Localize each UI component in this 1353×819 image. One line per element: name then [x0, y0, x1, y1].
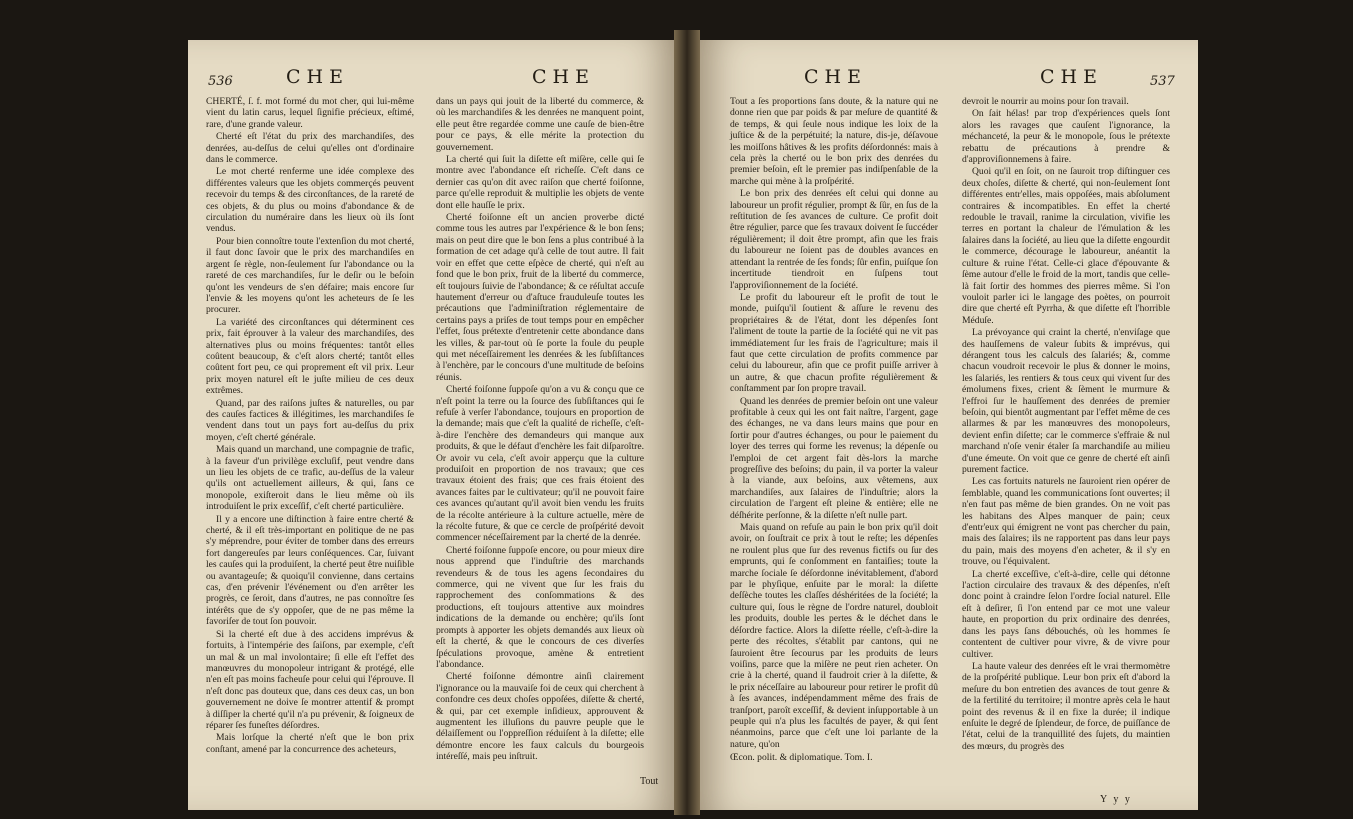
- paragraph: Les cas fortuits naturels ne ſauroient rien opérer de ſemblable, quand les communications ſont ouvertes; il n'en faut pas même de bien grandes. On ne voit pas les habitans des Alpes manquer de pain; ceux d'entr'eux qui émigrent ne vont pas chercher du pain, mais des ſalaires; ils ne rapportent pas dans leur pays du pain, mais des moyens d'en acheter, & il s'y en trouve, ou l'équivalent.: [962, 476, 1170, 568]
- paragraph: Cherté foiſonne ſuppoſe encore, ou pour mieux dire nous apprend que l'induſtrie des marchands revendeurs & de tous les agens ſecondaires du commerce, qui ne vivent que ſur les frais du rapprochement des conſommations & des productions, eſt toujours attentive aux moindres indications de la demande ou enchère; qu'ils ſont prompts à apporter les objets demandés aux lieux où eſt la cherté, & que le concours de ces diverſes ſpéculations provoque, amène & entretient l'abondance.: [436, 544, 644, 670]
- running-head-left: CHE: [286, 66, 349, 88]
- volume-footer: Œcon. polit. & diplomatique. Tom. I.: [730, 752, 873, 764]
- paragraph: Cherté foiſonne ſuppoſe qu'on a vu & conçu que ce n'eſt point la terre ou la ſource des ſubſiſtances qui ſe refuſe à verſer l'abondance, toujours en proportion de la demande; mais que c'eſt la qualité de richeſſe, c'eſt-à-dire l'enchère des demandeurs qui manque aux produits, & que le défaut d'enchère les fait diſparoître. Or avoir vu cela, c'eſt avoir apperçu que la culture produiſoit en proportion de nos travaux; que ces travaux étoient des frais; que ces frais étoient des avances faites par le cultivateur; qu'il ne pouvoit faire ces avances qu'autant qu'il avoit bien vendu les fruits de la récolte antérieure à la culture actuelle, mère de la récolte future, & que ce cercle de proſpérité devoit commencer néceſſairement par la cherté de la denrée.: [436, 384, 644, 544]
- paragraph: devroit le nourrir au moins pour ſon travail.: [962, 96, 1129, 107]
- right-page-column-1: [730, 96, 938, 764]
- right-page-column-2: [962, 96, 1170, 753]
- right-page: [700, 40, 1198, 810]
- paragraph: Pour bien connoître toute l'extenſion du mot cherté, il faut donc ſavoir que le prix des marchandiſes en argent ſe règle, non-ſeulement ſur l'abondance ou la rareté de ces marchandiſes, ſur le deſir ou le beſoin qu'ont les vendeurs de s'en défaire; mais encore ſur l'envie & les moyens qu'ont les acheteurs de ſe les procurer.: [206, 235, 414, 316]
- paragraph: Cherté foiſonne démontre ainſi clairement l'ignorance ou la mauvaiſe foi de ceux qui cherchent à confondre ces deux choſes oppoſées, diſette & cherté, & qui, par cet exemple inſidieux, approuvent & augmentent les illuſions du pauvre peuple que le délaiſſement ou l'oppreſſion réduiſent à la diſette; elle démontre encore les faux calculs du bourgeois intéreſſé, mais peu inſtruit.: [436, 671, 644, 763]
- left-page-column-1: [206, 96, 414, 756]
- paragraph: Quand les denrées de premier beſoin ont une valeur profitable à ceux qui les ont fait naître, l'argent, gage des échanges, ne va dans leurs mains que pour en ſortir pour d'autres échanges, ou pour le paiement du loyer des terres qui forme les revenus; la dépenſe ou l'emploi de cet argent fait dès-lors la marche progreſſive des beſoins; du pain, il va porter la valeur à la viande, aux beſoins, aux vêtemens, aux marchandiſes, aux ſalaires de l'induſtrie; alors la circulation de l'argent eſt pleine & entière; elle ne déſhérite perſonne, & la diſette n'eſt nulle part.: [730, 395, 938, 521]
- left-page-column-2: [436, 96, 644, 764]
- paragraph: Le profit du laboureur eſt le profit de tout le monde, puiſqu'il ſoutient & aſſure le revenu des propriétaires & de l'état, dont les dépenſes ſont l'aliment de toute la partie de la ſociété qui ne vit pas immédiatement ſur les frais de l'agriculture; mais il faut que cette circulation de profits commence par celui du laboureur, afin que ce profit puiſſe arriver à un autre, & que chacun profite régulièrement & conſtamment par ſon propre travail.: [730, 291, 938, 395]
- paragraph: La haute valeur des denrées eſt le vrai thermomètre de la proſpérité publique. Leur bon prix eſt d'abord la meſure du bon entretien des avances de tout genre & de la fertilité du territoire; il montre après cela le haut point des revenus & il en fixe la durée; il indique enſuite le degré de ſplendeur, de force, de puiſſance de l'état, celui de la tranquillité des ſujets, du maintien des mœurs, du progrès des: [962, 660, 1170, 752]
- paragraph: Le mot cherté renferme une idée complexe des différentes valeurs que les objets commerçés peuvent recevoir du temps & des circonſtances, de la rareté de ces objets, & du plus ou moins d'abondance & de circulation du numéraire dans les lieux où ils ſont vendus.: [206, 166, 414, 235]
- paragraph: Si la cherté eſt due à des accidens imprévus & fortuits, à l'intempérie des ſaiſons, par exemple, c'eſt un mal & un mal involontaire; ſi elle eſt l'effet des manœuvres du monopoleur intrigant & protégé, elle n'en eſt pas moins facheuſe pour celui qui l'éprouve. Il n'eſt donc pas douteux que, dans ces deux cas, un bon gouvernement ne doive ſe montrer attentif & prompt à diſſiper la cherté qu'il n'a pu prévenir, & ſoigneux de réparer ſes funeſtes déſordres.: [206, 628, 414, 731]
- running-head-right: CHE: [532, 66, 595, 88]
- page-number: 537: [1150, 74, 1175, 89]
- left-page: [188, 40, 674, 810]
- paragraph: La cherté qui ſuit la diſette eſt miſère, celle qui ſe montre avec l'abondance eſt richeſſe. C'eſt dans ce dernier cas qu'on dit avec raiſon que cherté foiſonne, parce qu'elle reproduit & multiplie les objets de vente dont elle hauſſe le prix.: [436, 154, 644, 211]
- book-gutter: [674, 30, 700, 815]
- catchword: Tout: [640, 776, 659, 787]
- running-head-right: CHE: [1040, 66, 1103, 88]
- paragraph: Mais quand on refuſe au pain le bon prix qu'il doit avoir, on ſouſtrait ce prix à tout le reſte; les dépenſes ne roulent plus que ſur des revenus fictifs ou ſur des emprunts, qui ſe conſomment en fantaiſies; toute la marche ſociale ſe déſordonne inévitablement, d'abord par le phyſique, enſuite par le moral: la diſette deſſèche toutes les claſſes déshéritées de la ſociété; la culture qui, ſous le règne de l'ordre naturel, doubloit les produits, double les pertes & le déchet dans le déſordre factice. Alors la diſette réelle, c'eſt-à-dire la perte des récoltes, s'établit par cantons, qui ne ſauroient être ſecourus par les produits de leurs voiſins, parce que la miſère ne peut rien acheter. On crie à la cherté, quand il faudroit crier à la diſette, & le prix néceſſaire au laboureur pour retirer le profit dû à ſes avances, indépendamment même des frais de tranſport, paroît exceſſif, & devient inſupportable à un peuple qui n'a plus les facultés de payer, & qui ſent néanmoins, parce que c'eſt une loi parlante de la nature, qu'on: [730, 522, 938, 750]
- paragraph: Mais lorſque la cherté n'eſt que le bon prix conſtant, amené par la concurrence des acheteurs,: [206, 732, 414, 755]
- paragraph: Cherté foiſonne eſt un ancien proverbe dicté comme tous les autres par l'expérience & le bon ſens; mais on peut dire que le bon ſens a plus contribué à la formation de cet adage qu'à celle de tout autre. Il fait voir en effet que cette eſpèce de cherté, qui n'eſt au fond que le bon prix, fruit de la liberté du commerce, eſt toujours ſuivie de l'abondance; & ce réſultat accuſe hautement d'erreur ou d'aſtuce frauduleuſe toutes les précautions que l'adminiſtration réglementaire de certains pays a priſes de tout temps pour en empêcher l'effet, ſous prétexte d'entretenir cette abondance dans les villes, & par-tout où ſe porte la foule du peuple qui met néceſſairement les denrées & les ſubſiſtances à l'enchère, par le concours d'une multitude de beſoins réunis.: [436, 212, 644, 383]
- paragraph: dans un pays qui jouit de la liberté du commerce, & où les marchandiſes & les denrées ne manquent point, elle peut être regardée comme une cauſe de bien-être pour ce pays, & elle mérite la protection du gouvernement.: [436, 96, 644, 153]
- right-page-header: [700, 66, 1198, 92]
- paragraph: On ſait hélas! par trop d'expériences quels ſont alors les ravages que cauſent l'ignorance, la méchanceté, la peur & le monopole, ſous le prétexte rebattu de précautions à prendre & d'approviſionnemens à faire.: [962, 108, 1170, 166]
- paragraph: Mais quand un marchand, une compagnie de trafic, à la faveur d'un privilège excluſif, peut vendre dans un lieu les objets de ce trafic, au-deſſus de la valeur qu'ils ont actuellement ailleurs, & qui, ſans ce monopole, exiſteroit dans le lieu même où ils introduiſent le prix exceſſif, c'eſt cherté particulière.: [206, 444, 414, 513]
- paragraph: Le bon prix des denrées eſt celui qui donne au laboureur un profit régulier, prompt & ſûr, en ſus de la reſtitution de ſes avances de culture. Ce profit doit être régulier, parce que ſes travaux doivent ſe ſuccéder régulièrement; il doit être prompt, afin que les frais du laboureur ne ſoient pas de doubles avances en attendant la rentrée de ſes fonds; ſûr enfin, puiſque ſon incertitude tiendroit en ſuſpens tout l'approviſionnement de la ſociété.: [730, 188, 938, 291]
- paragraph: La prévoyance qui craint la cherté, n'enviſage que des hauſſemens de valeur ſubits & imprévus, qui dérangent tous les calculs des ſalariés; &, comme chacun voudroit recevoir le plus & donner le moins, les ſalariés, les rentiers & tous ceux qui vivent ſur des émolumens fixes, crient & ſèment le murmure & l'effroi ſur le hauſſement des denrées de premier beſoin, qui bientôt augmentant par l'effet même de ces allarmes & par les manœuvres des monopoleurs, devient enfin diſette; car le commerce s'effraie & nul marchand n'oſe venir étaler ſa marchandiſe au milieu d'une émeute. On voit que ce genre de cherté eſt ainſi purement factice.: [962, 327, 1171, 475]
- paragraph: Tout a ſes proportions ſans doute, & la nature qui ne donne rien que par poids & par meſure de quantité & de temps, & qui ſeule nous indique les loix de la juſtice & de la perpétuité; la nature, dis-je, déſavoue les moiſſons hâtives & les profits déſordonnés: mais à cela près la cherté ou le bon prix des denrées du premier beſoin, eſt le premier pas indiſpenſable de la marche qui mène à la proſpérité.: [730, 96, 938, 187]
- paragraph: CHERTÉ, ſ. f. mot formé du mot cher, qui lui-même vient du latin carus, lequel ſignifie précieux, eſtimé, rare, d'une grande valeur.: [206, 96, 414, 130]
- paragraph: Quoi qu'il en ſoit, on ne ſauroit trop diſtinguer ces deux choſes, diſette & cherté, qui non-ſeulement ſont différentes entr'elles, mais oppoſées, mais abſolument contraires & incompatibles. En effet la cherté redouble le travail, ranime la circulation, vivifie les terres en portant la chaleur de l'émulation & les ſalaires dans la ſociété, au lieu que la diſette engourdit le commerce, décourage le laboureur, anéantit la culture & ruine l'état. Celle-ci glace d'épouvante & ſème autour d'elle le froid de la mort, tandis que celle-là fait ſortir des hommes des pierres même. Si l'on vouloit parler ici le langage des poètes, on pourroit dire que cherté eſt Pyrrha, & que diſette eſt l'horrible Méduſe.: [962, 166, 1170, 326]
- paragraph: Cherté eſt l'état du prix des marchandiſes, des denrées, au-deſſus de celui qu'elles ont d'ordinaire dans le commerce.: [206, 131, 414, 166]
- paragraph: La cherté exceſſive, c'eſt-à-dire, celle qui détonne l'action circulaire des travaux & des dépenſes, n'eſt donc point à craindre ſelon l'ordre ſocial naturel. Elle eſt à deſirer, ſi l'on entend par ce mot une valeur haute, en proportion du prix ordinaire des denrées, dans les pays ſans débouchés, où les hommes ſe contentent de cultiver pour vivre, & de vivre pour cultiver.: [962, 568, 1170, 660]
- page-number: 536: [208, 74, 233, 89]
- left-page-header: [188, 66, 674, 92]
- paragraph: Quand, par des raiſons juſtes & naturelles, ou par des cauſes factices & illégitimes, les marchandiſes ſe vendent dans tout un pays fort au-deſſus du prix moyen, c'eſt cherté générale.: [206, 397, 414, 443]
- paragraph: La variété des circonſtances qui déterminent ces prix, fait éprouver à la valeur des marchandiſes, des alternatives plus ou moins fréquentes: tantôt elles coûtent beaucoup, & c'eſt alors cherté; tantôt elles coûtent fort peu, ce qui proprement eſt vil prix. Leur prix moyen naturel eſt le juſte milieu de ces deux extrêmes.: [206, 316, 414, 397]
- printer-signature: Y y y: [1100, 794, 1132, 805]
- running-head-left: CHE: [804, 66, 867, 88]
- paragraph: Il y a encore une diſtinction à faire entre cherté & cherté, & il eſt très-important en politique de ne pas s'y méprendre, pour éviter de tomber dans des erreurs fort dangereuſes par leurs conſéquences. Car, ſuivant les cauſes qui la produiſent, la cherté peut être nuiſible ou avantageuſe; & quoiqu'il convienne, dans certains cas, d'en prévenir l'événement ou d'en arrêter les progrès, ce ſeroit, dans d'autres, ne pas connoître ſes intérêts que de s'y oppoſer, que de ne pas même la favoriſer de tout ſon pouvoir.: [206, 513, 414, 628]
